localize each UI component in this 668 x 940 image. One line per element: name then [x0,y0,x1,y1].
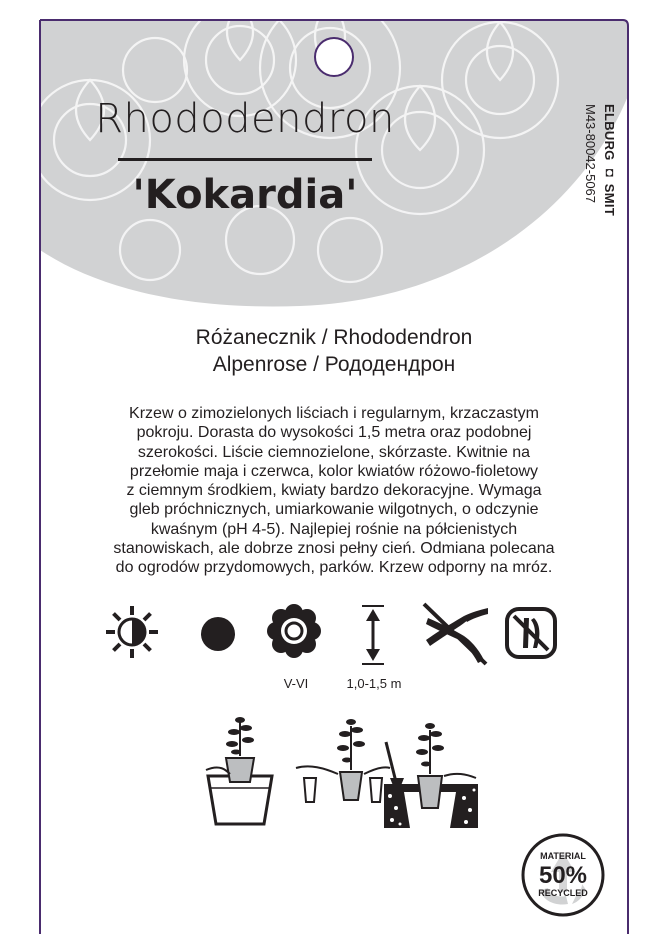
badge-line-1: MATERIAL [540,851,586,861]
full-shade-icon [198,614,238,654]
common-names [60,324,608,378]
plant-cultivar-title: 'Kokardia' [132,172,358,218]
description-line: stanowiskach, ale dobrze znosi pełny cień. Odmiana polecana [113,540,555,558]
no-pruning-icon [504,606,558,660]
recycled-material-badge [520,832,606,918]
height-arrow-icon [358,604,388,666]
title-divider [118,158,372,161]
planting-instructions-illustration [200,712,480,828]
flowering-period: V-VI [283,676,309,691]
height-value: 1,0-1,5 m [346,676,402,691]
description-line: gleb próchnicznych, umiarkowanie wilgotnych, o odczynie [129,501,539,519]
hang-hole [315,38,353,76]
description-line: szerokości. Liście ciemnozielone, skórzaste. Kwitnie na [137,443,531,461]
description-line: przełomie maja i czerwca, kolor kwiatów różowo-fioletowy [129,462,539,480]
common-names-line-2: Alpenrose / Рододендрон [212,353,456,376]
description-line: do ogrodów przydomowych, parków. Krzew odporny na mróz. [115,559,553,577]
badge-line-2: 50% [538,862,588,889]
step-soak-icon [206,717,272,824]
brand-block [583,104,617,244]
description-line: kwaśnym (pH 4-5). Najlepiej rośnie na półcienistych [150,520,518,538]
pruning-shears-icon [420,600,490,668]
badge-line-3: RECYCLED [538,888,588,898]
plant-description [62,404,606,578]
product-code: M43-80042-5067 [583,104,598,204]
flower-icon [266,603,322,659]
half-sun-icon [104,604,160,660]
plant-genus-title: Rhododendron [95,96,395,142]
step-plant-icon [384,723,478,828]
description-line: pokroju. Dorasta do wysokości 1,5 metra oraz podobnej [136,424,532,442]
brand-name: ELBURG ◘ SMIT [602,104,617,217]
step-unpot-icon [296,719,390,802]
description-line: z ciemnym środkiem, kwiaty bardzo dekoracyjne. Wymaga [126,482,542,500]
common-names-line-1: Różanecznik / Rhododendron [195,326,473,349]
description-line: Krzew o zimozielonych liściach i regularnym, krzaczastym [129,405,539,422]
